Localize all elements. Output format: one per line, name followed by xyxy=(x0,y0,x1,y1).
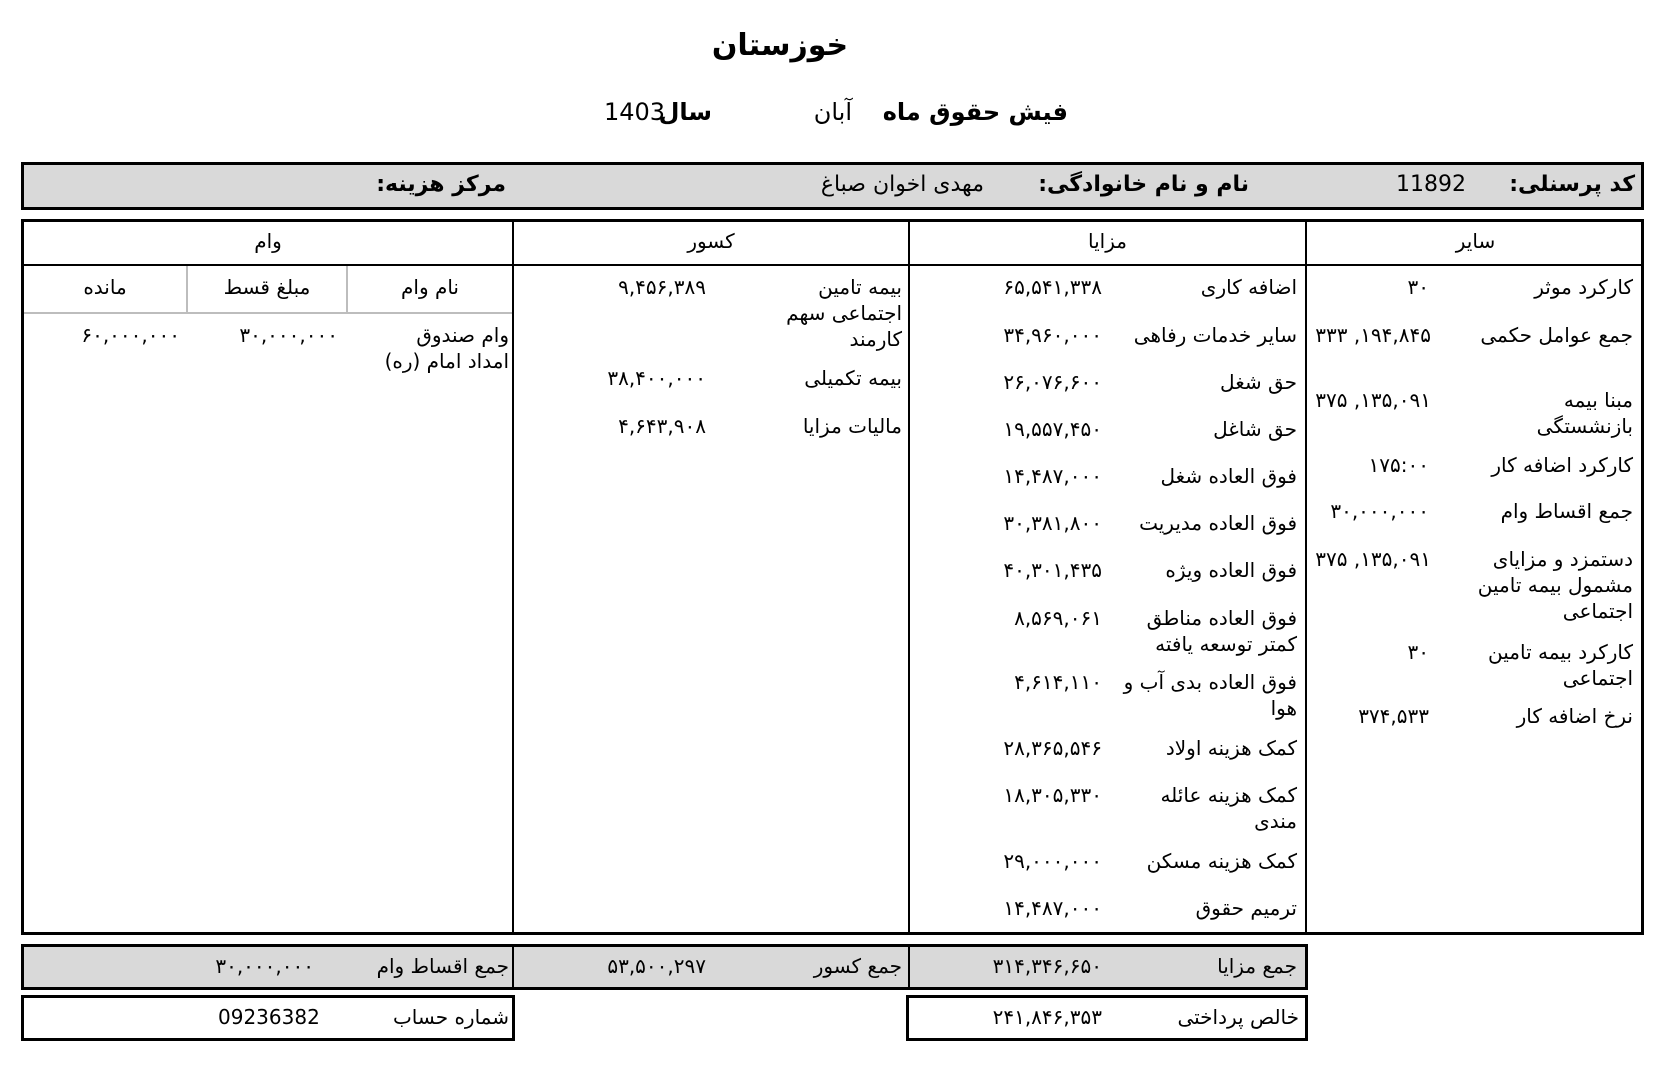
benefit-item-label: کمک هزینه اولاد xyxy=(1165,736,1297,760)
other-item-value: ۳۰ xyxy=(1407,640,1429,664)
benefit-item-label: کمک هزینه مسکن xyxy=(1146,849,1297,873)
loan-header-installment: مبلغ قسط xyxy=(223,275,311,299)
benefit-item-label: فوق العاده ویژه xyxy=(1165,558,1297,582)
other-item-label: دستمزد و مزایای مشمول بیمه تامین اجتماعی xyxy=(1477,547,1633,623)
other-item-value: ۳۰ xyxy=(1407,275,1429,299)
account-number-label: شماره حساب xyxy=(392,1005,509,1029)
benefit-item-label: ترمیم حقوق xyxy=(1195,896,1297,920)
other-item-value: ۱۳۵,۰۹۱, ۳۷۵ xyxy=(1315,388,1431,412)
other-item-value: ۳۰,۰۰۰,۰۰۰ xyxy=(1330,499,1429,523)
net-payment-label: خالص پرداختی xyxy=(1177,1005,1299,1029)
other-item-value: ۱۷۵:۰۰ xyxy=(1368,453,1429,477)
other-item-label: جمع اقساط وام xyxy=(1500,499,1633,523)
benefit-item-value: ۸,۵۶۹,۰۶۱ xyxy=(1014,606,1102,630)
loan-row-installment: ۳۰,۰۰۰,۰۰۰ xyxy=(239,323,338,347)
benefit-item-label: حق شغل xyxy=(1220,370,1297,394)
column-header-other: سایر xyxy=(1455,229,1496,253)
other-item-label: کارکرد اضافه کار xyxy=(1491,453,1633,477)
benefit-item-label: فوق العاده مدیریت xyxy=(1139,511,1297,535)
benefit-item-value: ۴,۶۱۴,۱۱۰ xyxy=(1014,670,1102,694)
benefit-item-value: ۱۴,۴۸۷,۰۰۰ xyxy=(1003,896,1102,920)
total-loan-label: جمع اقساط وام xyxy=(376,954,509,978)
benefit-item-value: ۳۰,۳۸۱,۸۰۰ xyxy=(1003,511,1102,535)
net-payment-value: ۲۴۱,۸۴۶,۳۵۳ xyxy=(992,1005,1102,1029)
deduction-item-label: بیمه تکمیلی xyxy=(804,366,902,390)
other-item-value: ۱۹۴,۸۴۵, ۳۳۳ xyxy=(1315,323,1431,347)
deduction-item-value: ۳۸,۴۰۰,۰۰۰ xyxy=(607,366,706,390)
year-label: سال xyxy=(658,98,712,126)
total-loan-value: ۳۰,۰۰۰,۰۰۰ xyxy=(215,954,314,978)
personnel-code-label: کد پرسنلی: xyxy=(1509,172,1635,197)
total-benefits-label: جمع مزایا xyxy=(1217,954,1297,978)
province-title: خوزستان xyxy=(711,28,849,63)
total-benefits-value: ۳۱۴,۳۴۶,۶۵۰ xyxy=(992,954,1102,978)
employee-name: مهدی اخوان صباغ xyxy=(820,172,984,197)
column-header-loan: وام xyxy=(254,229,282,253)
benefit-item-value: ۱۸,۳۰۵,۳۳۰ xyxy=(1003,783,1102,807)
benefit-item-label: فوق العاده مناطق کمتر توسعه یافته xyxy=(1146,606,1297,656)
benefit-item-label: سایر خدمات رفاهی xyxy=(1133,323,1297,347)
benefit-item-value: ۱۴,۴۸۷,۰۰۰ xyxy=(1003,464,1102,488)
benefit-item-value: ۲۶,۰۷۶,۶۰۰ xyxy=(1003,370,1102,394)
deduction-item-label: مالیات مزایا xyxy=(802,414,902,438)
benefit-item-value: ۱۹,۵۵۷,۴۵۰ xyxy=(1003,417,1102,441)
loan-row-remaining: ۶۰,۰۰۰,۰۰۰ xyxy=(81,323,180,347)
total-deductions-label: جمع کسور xyxy=(813,954,902,978)
other-item-label: کارکرد بیمه تامین اجتماعی xyxy=(1488,640,1633,690)
benefit-item-label: فوق العاده شغل xyxy=(1160,464,1297,488)
benefit-item-value: ۶۵,۵۴۱,۳۳۸ xyxy=(1003,275,1102,299)
other-item-label: جمع عوامل حکمی xyxy=(1480,323,1633,347)
loan-row-name: وام صندوق امداد امام (ره) xyxy=(384,323,509,373)
other-item-label: نرخ اضافه کار xyxy=(1516,704,1633,728)
name-label: نام و نام خانوادگی: xyxy=(1038,172,1249,197)
benefit-item-value: ۴۰,۳۰۱,۴۳۵ xyxy=(1003,558,1102,582)
personnel-code: 11892 xyxy=(1396,172,1466,197)
other-item-value: ۳۷۴,۵۳۳ xyxy=(1358,704,1429,728)
benefit-item-label: کمک هزینه عائله مندی xyxy=(1160,783,1297,833)
loan-header-name: نام وام xyxy=(401,275,459,299)
slip-title: فیش حقوق ماه xyxy=(882,98,1068,126)
other-item-label: کارکرد موثر xyxy=(1534,275,1633,299)
deduction-item-label: بیمه تامین اجتماعی سهم کارمند xyxy=(786,275,902,351)
slip-month: آبان xyxy=(813,98,852,126)
total-deductions-value: ۵۳,۵۰۰,۲۹۷ xyxy=(607,954,706,978)
cost-center-label: مرکز هزینه: xyxy=(376,172,506,197)
other-item-label: مبنا بیمه بازنشستگی xyxy=(1536,388,1633,438)
benefit-item-value: ۲۸,۳۶۵,۵۴۶ xyxy=(1003,736,1102,760)
benefit-item-label: فوق العاده بدی آب و هوا xyxy=(1123,670,1297,720)
column-header-benefits: مزایا xyxy=(1088,229,1127,253)
benefit-item-label: حق شاغل xyxy=(1213,417,1297,441)
account-number-value: 09236382 xyxy=(218,1005,320,1029)
deduction-item-value: ۴,۶۴۳,۹۰۸ xyxy=(618,414,706,438)
benefit-item-value: ۳۴,۹۶۰,۰۰۰ xyxy=(1003,323,1102,347)
column-header-deductions: کسور xyxy=(687,229,735,253)
year-value: 1403 xyxy=(604,98,666,126)
loan-header-remaining: مانده xyxy=(83,275,127,299)
deduction-item-value: ۹,۴۵۶,۳۸۹ xyxy=(618,275,706,299)
benefit-item-value: ۲۹,۰۰۰,۰۰۰ xyxy=(1003,849,1102,873)
other-item-value: ۱۳۵,۰۹۱, ۳۷۵ xyxy=(1315,547,1431,571)
benefit-item-label: اضافه کاری xyxy=(1200,275,1297,299)
